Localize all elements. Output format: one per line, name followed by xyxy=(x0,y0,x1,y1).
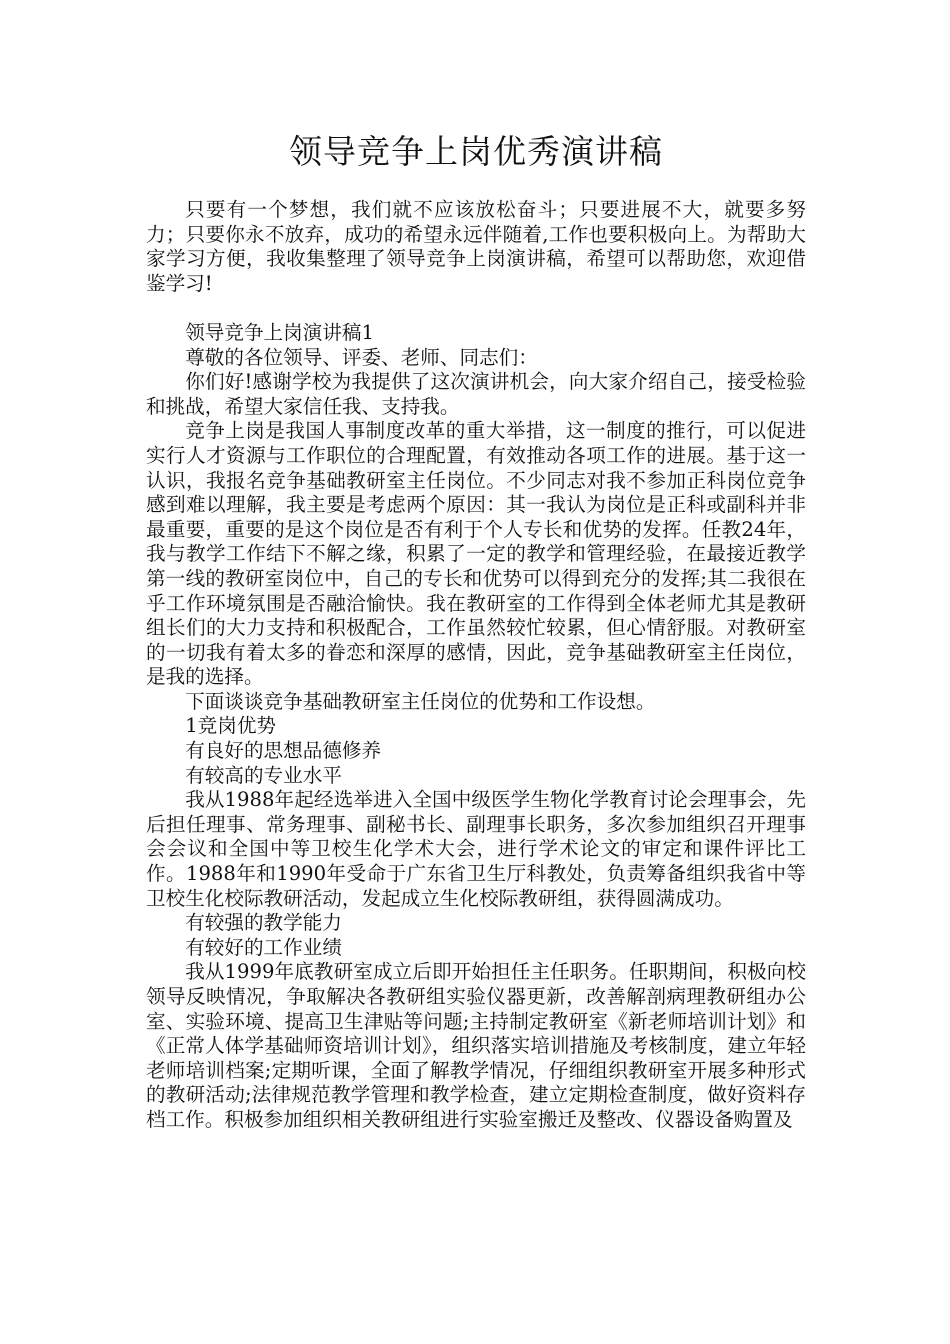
document-page xyxy=(146,126,806,1133)
greeting-line: 尊敬的各位领导、评委、老师、同志们： xyxy=(185,345,538,369)
body-paragraph-1: 你们好!感谢学校为我提供了这次演讲机会，向大家介绍自己，接受检验和挑战，希望大家信任我、支持我。 xyxy=(146,370,806,418)
subheading-performance: 有较好的工作业绩 xyxy=(185,935,342,959)
subheading-professional: 有较高的专业水平 xyxy=(185,763,342,787)
subheading-teaching: 有较强的教学能力 xyxy=(185,911,342,935)
section-heading: 领导竞争上岗演讲稿1 xyxy=(185,320,374,344)
body-paragraph-2: 竞争上岗是我国人事制度改革的重大举措，这一制度的推行，可以促进实行人才资源与工作职位的合理配置，有效推动各项工作的进展。基于这一认识，我报名竞争基础教研室主任岗位。不少同志对我不参加正科岗位竞争感到难以理解，我主要是考虑两个原因：其一我认为岗位是正科或副科并非最重要，重要的是这个岗位是否有利于个人专长和优势的发挥。任教24年，我与教学工作结下不解之缘，积累了一定的教学和管理经验，在最接近教学第一线的教研室岗位中，自己的专长和优势可以得到充分的发挥;其二我很在乎工作环境氛围是否融洽愉快。我在教研室的工作得到全体老师尤其是教研组长们的大力支持和积极配合，工作虽然较忙较累，但心情舒服。对教研室的一切我有着太多的眷恋和深厚的感情，因此，竞争基础教研室主任岗位，是我的选择。 xyxy=(146,419,806,689)
intro-paragraph: 只要有一个梦想，我们就不应该放松奋斗；只要进展不大，就要多努力；只要你永不放弃，成功的希望永远伴随着,工作也要积极向上。为帮助大家学习方便，我收集整理了领导竞争上岗演讲稿，希望可以帮助您，欢迎借鉴学习! xyxy=(146,198,806,295)
subheading-moral: 有良好的思想品德修养 xyxy=(185,739,382,763)
body-paragraph-4: 我从1988年起经选举进入全国中级医学生物化学教育讨论会理事会，先后担任理事、常务理事、副秘书长、副理事长职务，多次参加组织召开理事会会议和全国中等卫校生化学术大会，进行学术论文的审定和课件评比工作。1988年和1990年受命于广东省卫生厅科教处，负责筹备组织我省中等卫校生化校际教研活动，发起成立生化校际教研组，获得圆满成功。 xyxy=(146,788,806,910)
subheading-advantages: 1竞岗优势 xyxy=(185,714,277,738)
document-title: 领导竞争上岗优秀演讲稿 xyxy=(289,132,663,171)
body-paragraph-5: 我从1999年底教研室成立后即开始担任主任职务。任职期间，积极向校领导反映情况，争取解决各教研组实验仪器更新，改善解剖病理教研组办公室、实验环境、提高卫生津贴等问题;主持制定教研室《新老师培训计划》和《正常人体学基础师资培训计划》，组织落实培训措施及考核制度，建立年轻老师培训档案;定期听课，全面了解教学情况，仔细组织教研室开展多种形式的教研活动;法律规范教学管理和教学检查，建立定期检查制度，做好资料存档工作。积极参加组织相关教研组进行实验室搬迁及整改、仪器设备购置及 xyxy=(146,960,806,1131)
paragraph-gap xyxy=(146,296,806,321)
body-paragraph-3: 下面谈谈竞争基础教研室主任岗位的优势和工作设想。 xyxy=(185,689,656,713)
